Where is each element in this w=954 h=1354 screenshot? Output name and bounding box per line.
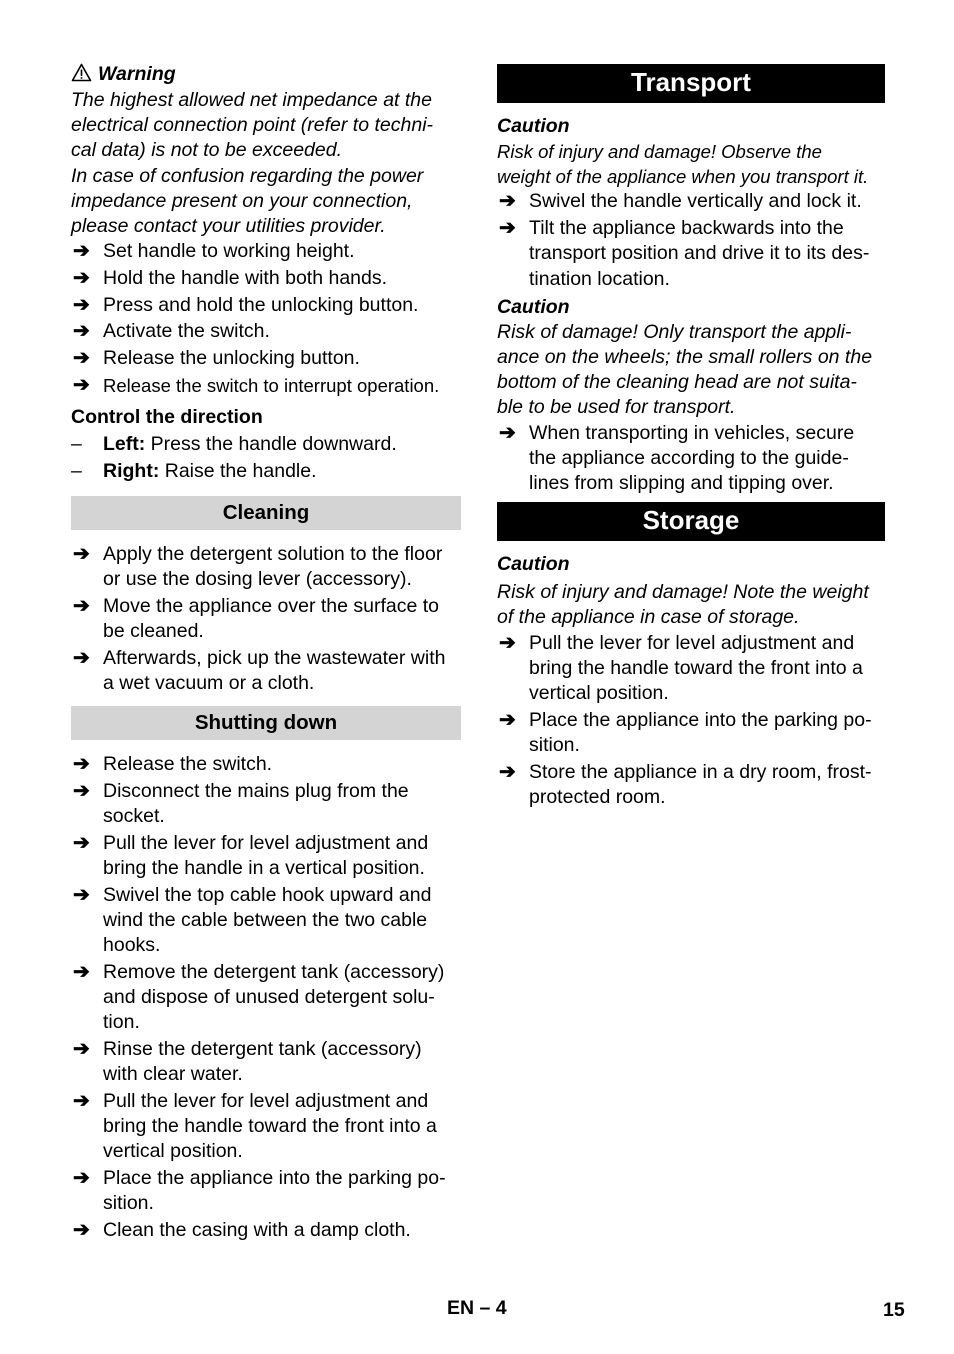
warning-title: Warning xyxy=(98,63,176,85)
list-item xyxy=(71,1166,461,1216)
text-line: ance on the wheels; the small rollers on the xyxy=(497,345,873,368)
text-line: tion. xyxy=(103,1011,140,1034)
text-line: impedance present on your connection, xyxy=(71,189,413,212)
shutting-down-heading: Shutting down xyxy=(71,706,461,740)
text-line: socket. xyxy=(103,805,165,828)
text-line: Remove the detergent tank (accessory) xyxy=(103,960,445,983)
arrow-right-icon: ➔ xyxy=(73,646,90,669)
text-line: Rinse the detergent tank (accessory) xyxy=(103,1037,422,1060)
storage-steps xyxy=(497,631,885,810)
arrow-right-icon: ➔ xyxy=(73,373,90,396)
text-line: the appliance according to the guide- xyxy=(529,446,849,469)
text-line: Pull the lever for level adjustment and xyxy=(103,1089,429,1112)
text-line: When transporting in vehicles, secure xyxy=(529,421,855,444)
text-line: Tilt the appliance backwards into the xyxy=(529,217,844,240)
list-item xyxy=(71,779,461,829)
caution-text xyxy=(497,580,885,630)
transport-heading: Transport xyxy=(497,64,885,103)
list-item xyxy=(71,1037,461,1087)
arrow-right-icon: ➔ xyxy=(73,1218,90,1241)
list-item xyxy=(497,631,885,707)
direction-heading: Control the direction xyxy=(71,405,263,428)
caution-heading: Caution xyxy=(497,295,570,318)
list-item xyxy=(71,1089,461,1165)
text-line: electrical connection point (refer to techni- xyxy=(71,114,434,137)
arrow-right-icon: ➔ xyxy=(73,883,90,906)
arrow-right-icon: ➔ xyxy=(73,320,90,343)
text-line: ble to be used for transport. xyxy=(497,396,736,419)
text-line: Risk of injury and damage! Observe the xyxy=(497,141,822,162)
text-line: Pull the lever for level adjustment and xyxy=(529,631,855,654)
text-line: Disconnect the mains plug from the xyxy=(103,779,409,802)
arrow-right-icon: ➔ xyxy=(73,1166,90,1189)
caution-heading: Caution xyxy=(497,553,570,576)
arrow-right-icon: ➔ xyxy=(73,347,90,370)
arrow-right-icon: ➔ xyxy=(73,753,90,776)
text-line: protected room. xyxy=(529,785,666,808)
text-line: vertical position. xyxy=(529,681,669,704)
cleaning-steps xyxy=(71,542,461,696)
list-item: ➔ Hold the handle with both hands. xyxy=(73,266,388,289)
page-number: 15 xyxy=(883,1299,905,1321)
dash-icon: – xyxy=(71,460,82,483)
arrow-right-icon: ➔ xyxy=(499,190,516,213)
text-line: Release the switch. xyxy=(103,753,273,776)
dash-icon: – xyxy=(71,432,82,455)
arrow-right-icon: ➔ xyxy=(499,421,516,444)
text-line: weight of the appliance when you transport it. xyxy=(497,166,869,188)
arrow-right-icon: ➔ xyxy=(73,266,90,289)
text-line: with clear water. xyxy=(103,1063,243,1086)
list-item: ➔ Release the switch to interrupt operation. xyxy=(73,373,440,396)
text-line: and dispose of unused detergent solu- xyxy=(103,985,435,1008)
warning-heading xyxy=(71,60,461,88)
right-column xyxy=(497,64,885,811)
list-item xyxy=(71,883,461,959)
text-line: sition. xyxy=(529,733,580,756)
arrow-right-icon: ➔ xyxy=(73,1089,90,1112)
text-line: lines from slipping and tipping over. xyxy=(529,471,834,494)
list-item xyxy=(71,1218,461,1243)
arrow-right-icon: ➔ xyxy=(73,831,90,854)
text-line: wind the cable between the two cable xyxy=(103,908,428,931)
list-item xyxy=(497,421,885,497)
direction-list xyxy=(71,431,461,486)
text-line: hooks. xyxy=(103,934,161,957)
text-line: or use the dosing lever (accessory). xyxy=(103,568,412,591)
vehicle-steps xyxy=(497,421,885,497)
text-line: Risk of injury and damage! Note the weight xyxy=(497,581,869,604)
list-item: ➔ Set handle to working height. xyxy=(73,240,355,263)
text-line: The highest allowed net impedance at the xyxy=(71,89,432,111)
text-line: Swivel the top cable hook upward and xyxy=(103,883,432,906)
text-line: In case of confusion regarding the power xyxy=(71,164,424,187)
arrow-right-icon: ➔ xyxy=(73,960,90,983)
caution-text xyxy=(497,139,885,189)
list-item xyxy=(71,831,461,881)
list-item: – Right: Raise the handle. xyxy=(71,458,461,486)
caution-text xyxy=(497,320,885,421)
list-item: – Left: Press the handle downward. xyxy=(71,431,461,459)
text-line: Move the appliance over the surface to xyxy=(103,594,440,617)
text-line: Swivel the handle vertically and lock it. xyxy=(529,190,862,213)
text-line: Risk of damage! Only transport the appli- xyxy=(497,320,852,343)
text-line: Store the appliance in a dry room, frost- xyxy=(529,760,872,783)
list-item: ➔ Press and hold the unlocking button. xyxy=(73,293,419,316)
text-line: Apply the detergent solution to the floor xyxy=(103,542,443,565)
list-item xyxy=(71,594,461,644)
list-item xyxy=(497,189,885,214)
transport-steps xyxy=(497,189,885,291)
list-item xyxy=(497,760,885,810)
list-item xyxy=(71,542,461,592)
list-item xyxy=(71,646,461,696)
warning-triangle-icon xyxy=(71,62,92,90)
arrow-right-icon: ➔ xyxy=(73,779,90,802)
list-item xyxy=(497,708,885,758)
warning-text xyxy=(71,88,461,239)
text-line: please contact your utilities provider. xyxy=(71,215,386,238)
arrow-right-icon: ➔ xyxy=(73,1037,90,1060)
arrow-right-icon: ➔ xyxy=(499,760,516,783)
text-line: Afterwards, pick up the wastewater with xyxy=(103,646,446,669)
list-item: ➔ Release the unlocking button. xyxy=(73,347,360,370)
list-item xyxy=(497,216,885,292)
text-line: cal data) is not to be exceeded. xyxy=(71,139,343,162)
list-item xyxy=(71,960,461,1036)
arrow-right-icon: ➔ xyxy=(73,293,90,316)
text-line: tination location. xyxy=(529,267,670,290)
text-line: transport position and drive it to its des- xyxy=(529,242,870,265)
text-line: bring the handle toward the front into a xyxy=(103,1115,437,1137)
text-line: a wet vacuum or a cloth. xyxy=(103,671,315,694)
text-line: of the appliance in case of storage. xyxy=(497,606,800,629)
storage-heading: Storage xyxy=(497,502,885,541)
footer-section-label: EN – 4 xyxy=(447,1297,507,1319)
cleaning-heading: Cleaning xyxy=(71,496,461,530)
text-line: bring the handle in a vertical position. xyxy=(103,856,425,879)
text-line: Clean the casing with a damp cloth. xyxy=(103,1218,411,1241)
arrow-right-icon: ➔ xyxy=(499,631,516,654)
arrow-right-icon: ➔ xyxy=(499,708,516,731)
text-line: sition. xyxy=(103,1192,154,1215)
arrow-right-icon: ➔ xyxy=(73,594,90,617)
text-line: Place the appliance into the parking po- xyxy=(103,1166,446,1189)
shutting-down-steps xyxy=(71,752,461,1243)
text-line: bottom of the cleaning head are not suita- xyxy=(497,371,857,394)
arrow-right-icon: ➔ xyxy=(73,240,90,263)
arrow-right-icon: ➔ xyxy=(73,542,90,565)
text-line: vertical position. xyxy=(103,1140,243,1163)
left-column xyxy=(71,60,461,1245)
list-item xyxy=(71,752,461,777)
caution-heading: Caution xyxy=(497,115,570,137)
text-line: Place the appliance into the parking po- xyxy=(529,708,872,731)
text-line: bring the handle toward the front into a xyxy=(529,656,863,679)
list-item: ➔ Activate the switch. xyxy=(73,320,270,343)
text-line: Pull the lever for level adjustment and xyxy=(103,831,429,854)
operation-steps xyxy=(71,239,461,398)
arrow-right-icon: ➔ xyxy=(499,217,516,240)
text-line: be cleaned. xyxy=(103,620,204,643)
